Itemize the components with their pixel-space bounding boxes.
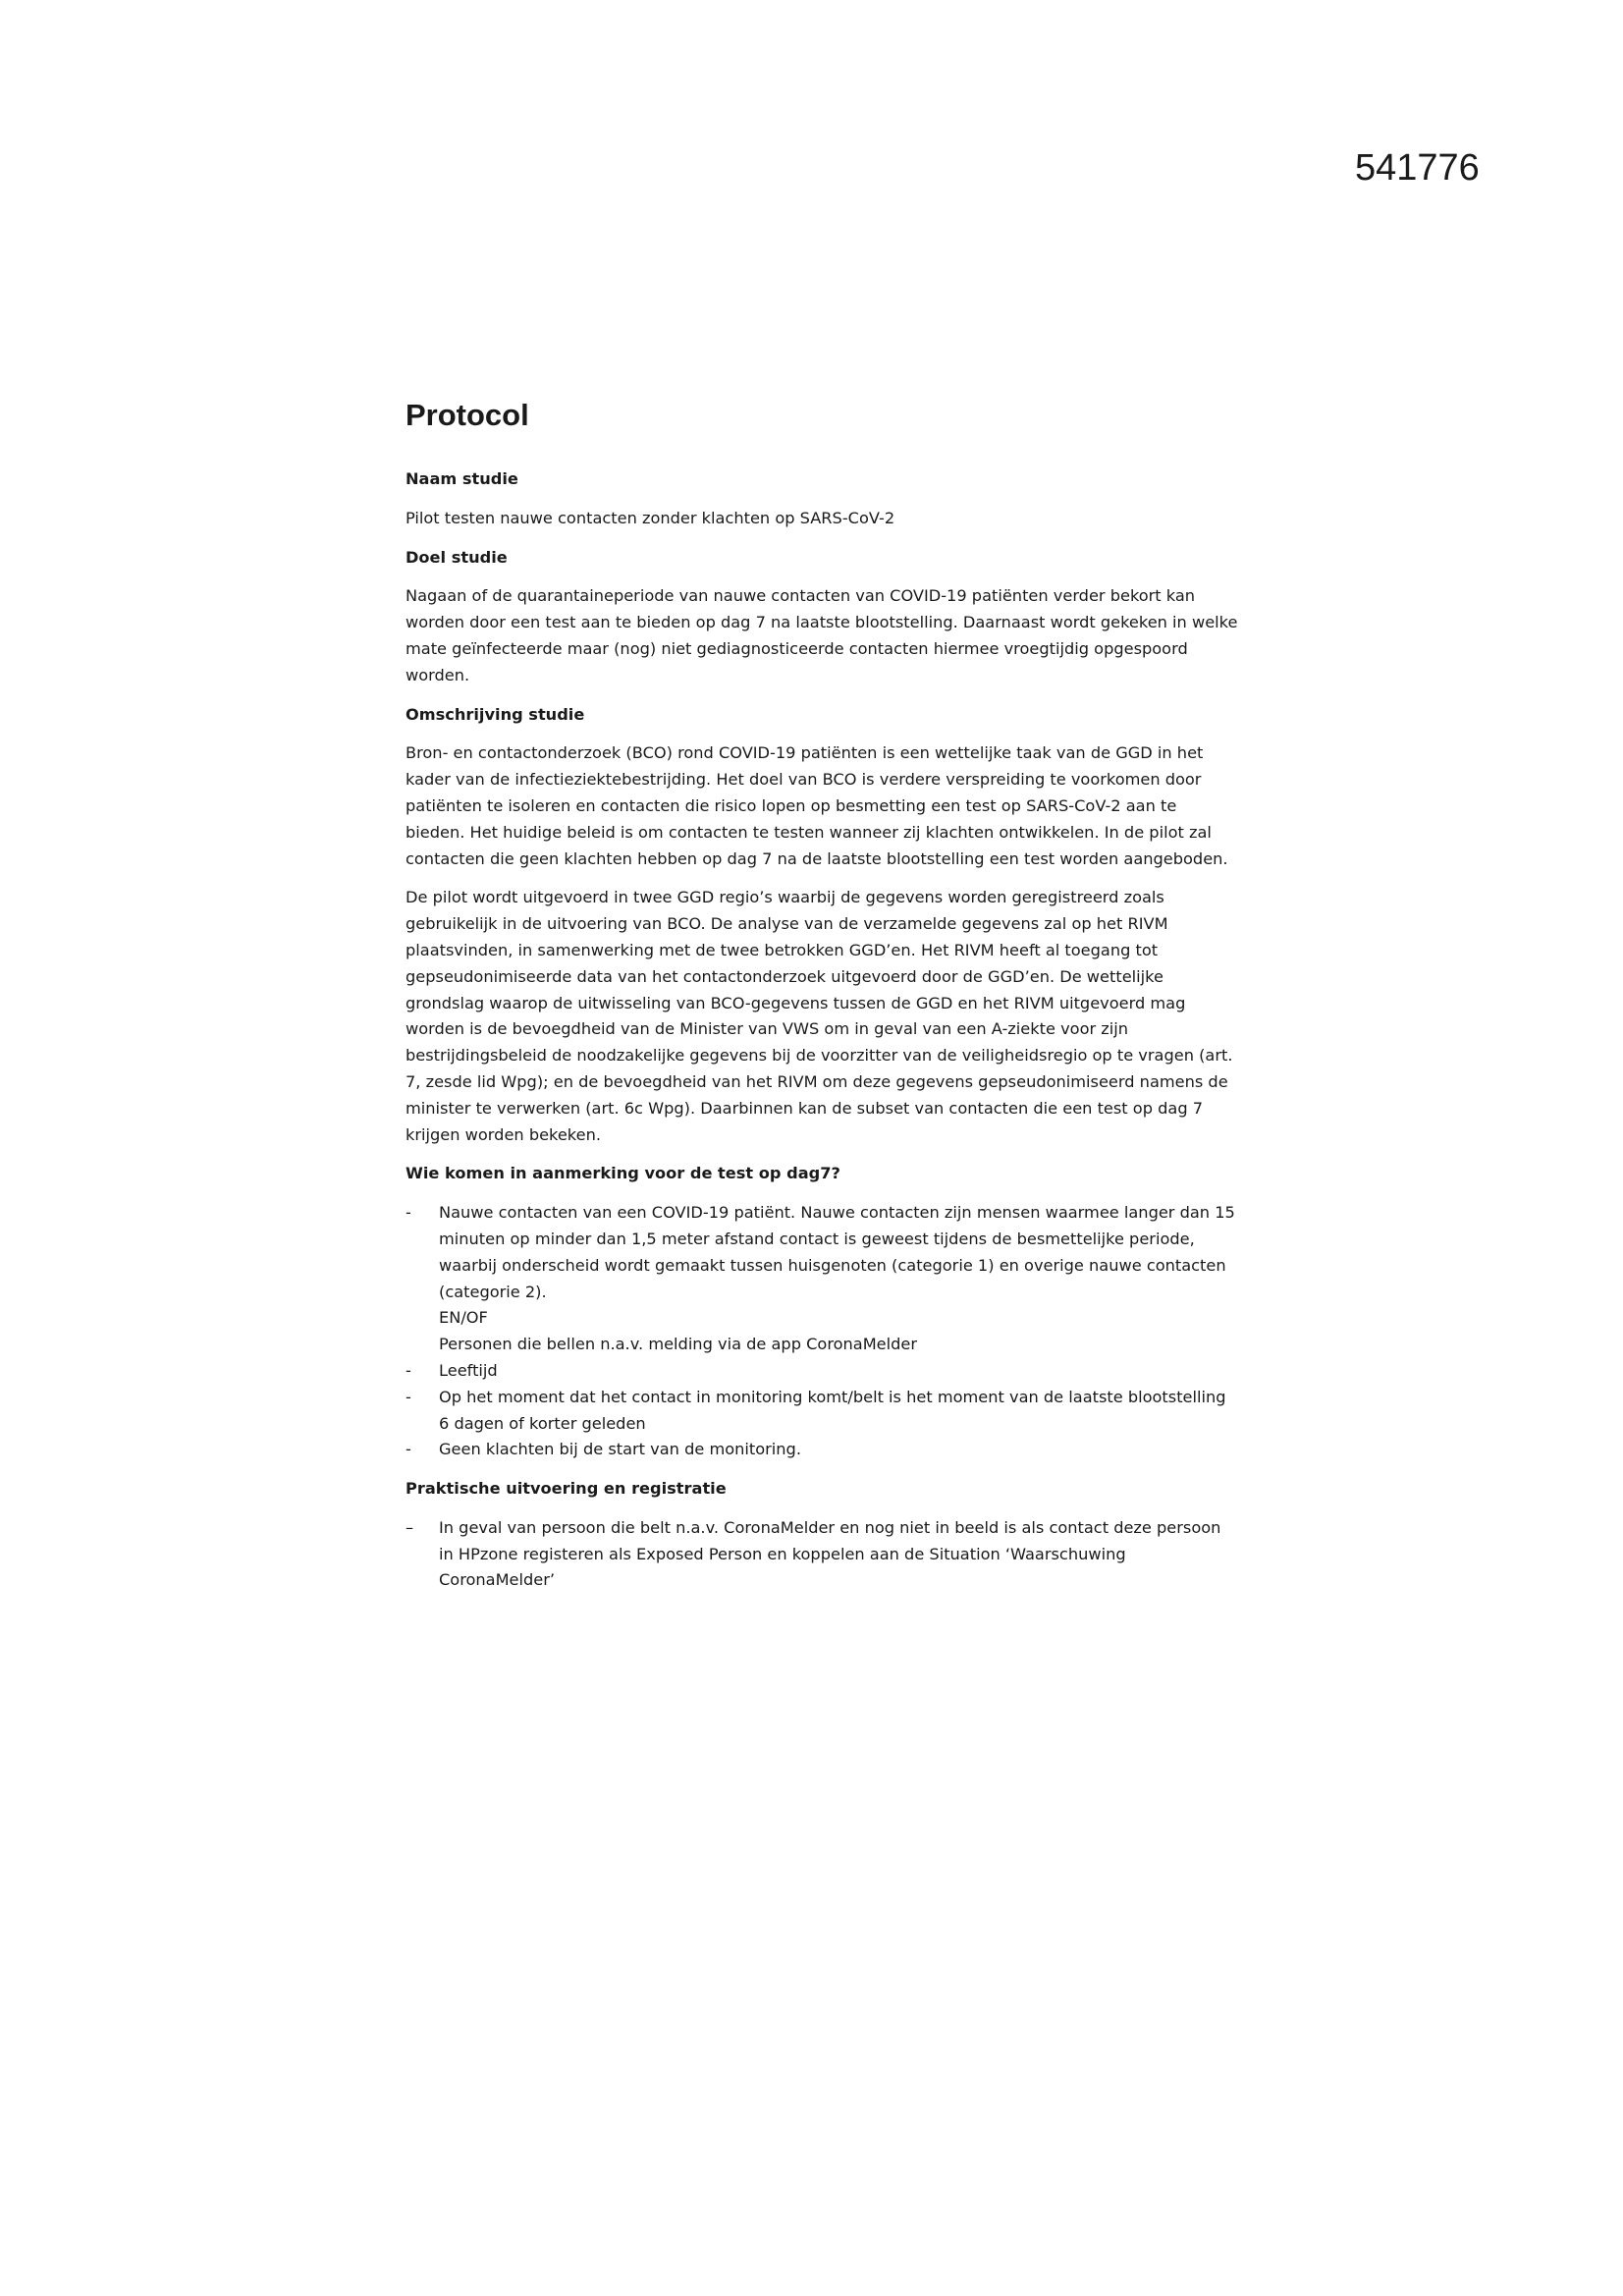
bullet-dash: - [406,1440,411,1459]
list-item-text: Leeftijd [439,1360,498,1380]
heading-omschrijving-studie: Omschrijving studie [406,704,585,724]
heading-naam-studie: Naam studie [406,469,518,488]
paragraph-omschrijving-1: Bron- en contactonderzoek (BCO) rond COVID-19 patiënten is een wettelijke taak van de GGD in het kader van de infectieziektebestrijding. Het doel van BCO is verdere verspreiding te voorkomen door patiënten te isoleren en contacten die risico lopen op besmetting een test op SARS-CoV-2 aan te bieden. Het huidige beleid is om contacten te testen wanneer zij klachten ontwikkelen. In de pilot zal contacten die geen klachten hebben op dag 7 na de laatste blootstelling een test worden aangeboden. [406,743,1228,868]
list-item [406,1358,1240,1385]
bullet-dash: - [406,1203,411,1223]
list-item [406,1437,1240,1463]
list-item-text: Geen klachten bij de start van de monitoring. [439,1440,801,1459]
bullet-dash: - [406,1387,411,1406]
list-item [406,1385,1240,1438]
list-item [406,1515,1240,1594]
heading-doel-studie: Doel studie [406,547,508,567]
bullet-dash: – [406,1517,414,1537]
list-item-text: Op het moment dat het contact in monitoring komt/belt is het moment van de laatste blootstelling 6 dagen of korter geleden [439,1387,1226,1433]
eligibility-list [406,1200,1240,1463]
heading-wie-komen-in-aanmerking: Wie komen in aanmerking voor de test op dag7? [406,1164,840,1183]
paragraph-omschrijving-2: De pilot wordt uitgevoerd in twee GGD regio’s waarbij de gegevens worden geregistreerd zoals gebruikelijk in de uitvoering van BCO. De analyse van de verzamelde gegevens zal op het RIVM plaatsvinden, in samenwerking met de twee betrokken GGD’en. Het RIVM heeft al toegang tot gepseudonimiseerde data van het contactonderzoek uitgevoerd door de GGD’en. De wettelijke grondslag waarop de uitwisseling van BCO-gegevens tussen de GGD en het RIVM uitgevoerd mag worden is de bevoegdheid van de Minister van VWS om in geval van een A-ziekte voor zijn bestrijdingsbeleid de noodzakelijke gegevens bij de voorzitter van de veiligheidsregio op te vragen (art. 7, zesde lid Wpg); en de bevoegdheid van het RIVM om deze gegevens gepseudonimiseerd namens de minister te verwerken (art. 6c Wpg). Daarbinnen kan de subset van contacten die een test op dag 7 krijgen worden bekeken. [406,888,1233,1144]
document-id: 541776 [1355,147,1480,189]
list-item-text: Nauwe contacten van een COVID-19 patiënt. Nauwe contacten zijn mensen waarmee langer dan 15 minuten op minder dan 1,5 meter afstand contact is geweest tijdens de besmettelijke periode, waarbij onderscheid wordt gemaakt tussen huisgenoten (categorie 1) en overige nauwe contacten (categorie 2). [439,1203,1235,1301]
list-item [406,1200,1240,1358]
paragraph-naam-studie: Pilot testen nauwe contacten zonder klachten op SARS-CoV-2 [406,508,895,527]
paragraph-doel-studie: Nagaan of de quarantaineperiode van nauwe contacten van COVID-19 patiënten verder bekort kan worden door een test aan te bieden op dag 7 na laatste blootstelling. Daarnaast wordt gekeken in welke mate geïnfecteerde maar (nog) niet gediagnosticeerde contacten hiermee vroegtijdig opgespoord worden. [406,586,1238,684]
page-title: Protocol [406,398,529,432]
document-body [406,398,1240,1607]
list-item-text: In geval van persoon die belt n.a.v. CoronaMelder en nog niet in beeld is als contact deze persoon in HPzone registeren als Exposed Person en koppelen aan de Situation ‘Waarschuwing CoronaMelder’ [439,1517,1221,1590]
list-item-subline: Personen die bellen n.a.v. melding via de app CoronaMelder [439,1335,918,1354]
bullet-dash: - [406,1360,411,1380]
heading-praktische-uitvoering: Praktische uitvoering en registratie [406,1479,727,1499]
practical-list [406,1515,1240,1594]
list-item-subline: EN/OF [439,1308,488,1328]
